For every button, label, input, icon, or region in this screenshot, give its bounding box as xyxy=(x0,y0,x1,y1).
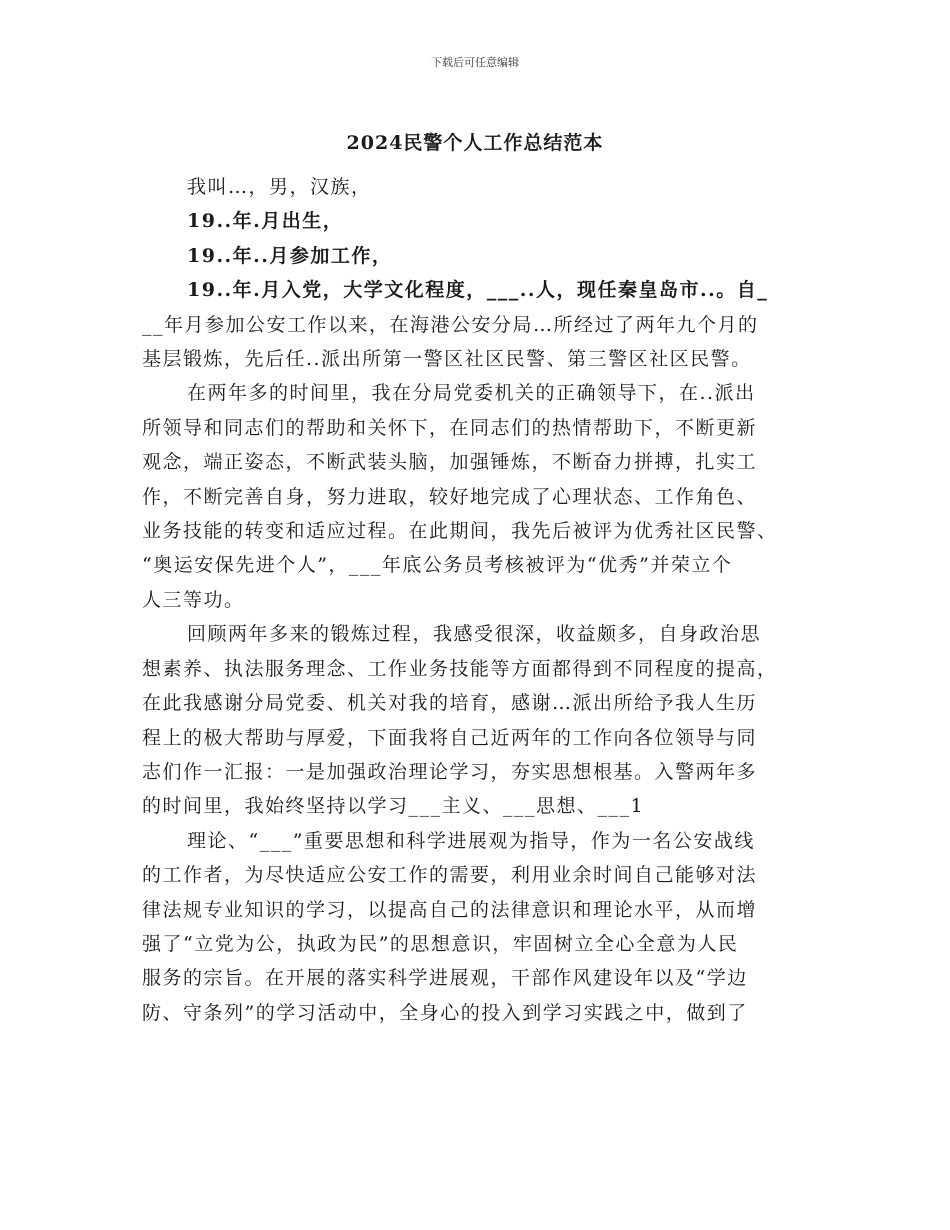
body-line: 在两年多的时间里，我在分局党委机关的正确领导下，在..派出 xyxy=(187,382,756,405)
body-line: 19..年..月参加工作， xyxy=(187,244,393,267)
body-line: 回顾两年多来的锻炼过程，我感受很深，收益颇多，自身政治思 xyxy=(187,623,762,646)
body-line: 19..年.月出生， xyxy=(187,210,344,233)
body-line: 19..年.月入党，大学文化程度，___..人，现任秦皇岛市..。自_ xyxy=(187,279,769,302)
document-title: 2024民警个人工作总结范本 xyxy=(346,132,604,154)
body-line: 程上的极大帮助与厚爱，下面我将自己近两年的工作向各位领导与同 xyxy=(142,726,758,749)
body-line: 服务的宗旨。在开展的落实科学进展观，干部作风建设年以及“学边 xyxy=(142,967,748,990)
header-note: 下载后可任意编辑 xyxy=(431,56,519,69)
body-line: 志们作一汇报：一是加强政治理论学习，夯实思想根基。入警两年多 xyxy=(142,760,758,783)
body-line: 强了“立党为公，执政为民”的思想意识，牢固树立全心全意为人民 xyxy=(142,932,739,955)
body-line: 想素养、执法服务理念、工作业务技能等方面都得到不同程度的提高， xyxy=(142,657,778,680)
body-line: 人三等功。 xyxy=(142,588,245,611)
body-line: 观念，端正姿态，不断武装头脑，加强锤炼，不断奋力拼搏，扎实工 xyxy=(142,451,758,474)
document-body xyxy=(142,170,822,1030)
body-line: “奥运安保先进个人”，___年底公务员考核被评为“优秀”并荣立个 xyxy=(142,554,733,577)
body-line: 业务技能的转变和适应过程。在此期间，我先后被评为优秀社区民警、 xyxy=(142,520,778,543)
body-line: 律法规专业知识的学习，以提高自己的法律意识和理论水平，从而增 xyxy=(142,898,758,921)
body-line: 的时间里，我始终坚持以学习___主义、___思想、___1 xyxy=(142,795,645,818)
body-line: 所领导和同志们的帮助和关怀下，在同志们的热情帮助下，不断更新 xyxy=(142,416,758,439)
body-line: 基层锻炼，先后任..派出所第一警区社区民警、第三警区社区民警。 xyxy=(142,348,752,371)
body-line: 防、守条列”的学习活动中，全身心的投入到学习实践之中，做到了 xyxy=(142,1001,748,1024)
body-line: __年月参加公安工作以来，在海港公安分局…所经过了两年九个月的 xyxy=(142,313,759,336)
body-line: 理论、“___”重要思想和科学进展观为指导，作为一名公安战线 xyxy=(187,829,755,852)
body-line: 在此我感谢分局党委、机关对我的培育，感谢…派出所给予我人生历 xyxy=(142,692,758,715)
body-line: 作，不断完善自身，努力进取，较好地完成了心理状态、工作角色、 xyxy=(142,485,758,508)
body-line: 的工作者，为尽快适应公安工作的需要，利用业余时间自己能够对法 xyxy=(142,864,758,887)
body-line: 我叫…，男，汉族， xyxy=(187,176,372,198)
